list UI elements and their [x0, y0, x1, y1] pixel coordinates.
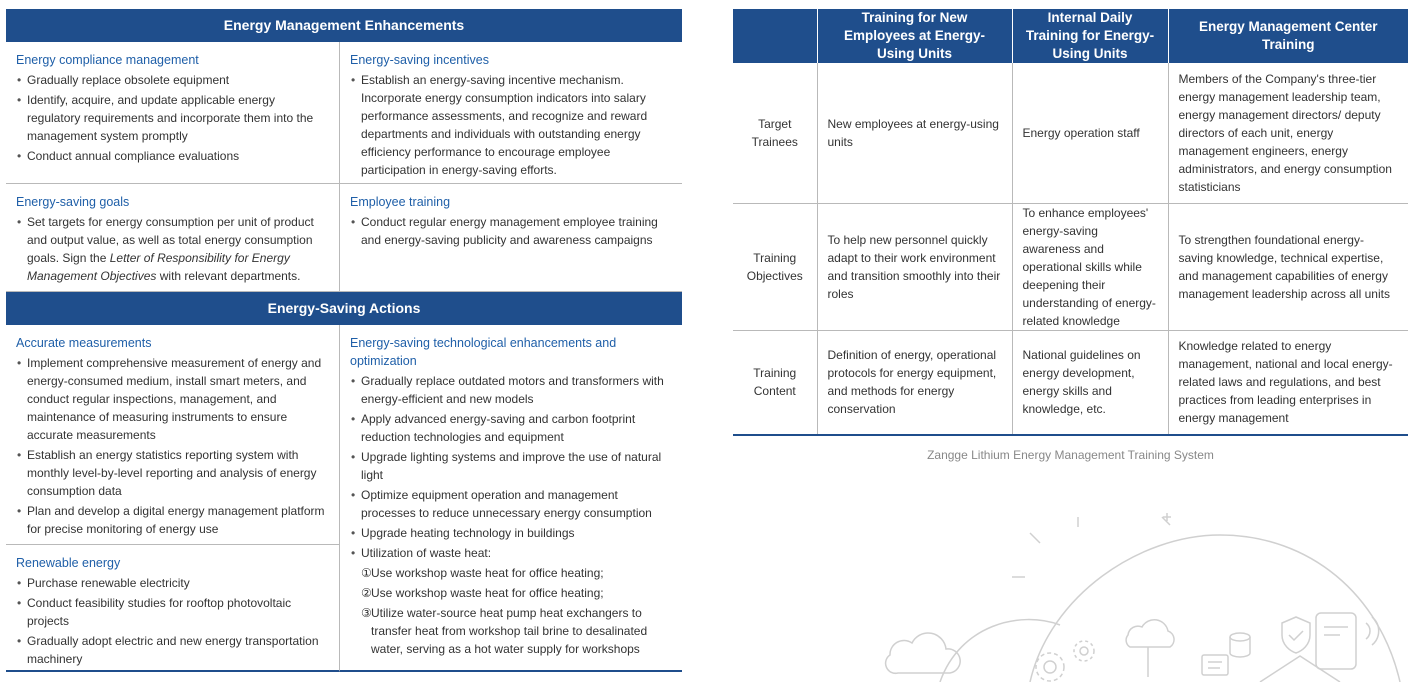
table-cell: Definition of energy, operational protocols for energy equipment, and methods for energy conservation: [817, 330, 1012, 435]
table-cell: National guidelines on energy development, energy skills and knowledge, etc.: [1012, 330, 1168, 435]
database-icon: [1230, 633, 1250, 641]
goals-text-before: Set targets for energy consumption per unit of product and output value, as well as total energy consumption goals. Sign the: [27, 215, 314, 265]
table-header-new-employees: Training for New Employees at Energy-Using Units: [817, 9, 1012, 63]
incentives-list: [350, 71, 672, 179]
measurements-cell: [6, 325, 339, 545]
sub-item-text: Use workshop waste heat for office heating;: [371, 586, 604, 600]
tablet-icon: [1316, 613, 1356, 669]
compliance-cell: [6, 42, 339, 184]
compliance-list: [16, 71, 329, 165]
table-header-center-training: Energy Management Center Training: [1168, 9, 1408, 63]
sub-item-number: ③: [361, 606, 372, 620]
list-item: • Optimize equipment operation and management processes to reduce unnecessary energy consumption: [350, 486, 672, 522]
compliance-heading: Energy compliance management: [16, 53, 199, 67]
training-list: [350, 213, 672, 249]
cloud-tree-icon: [1126, 620, 1174, 677]
list-item: • Upgrade lighting systems and improve the use of natural light: [350, 448, 672, 484]
list-item: • Gradually replace obsolete equipment: [16, 71, 329, 89]
goals-text-italic: Letter of Responsibility for Energy Management Objectives: [27, 251, 290, 283]
list-item: • Gradually adopt electric and new energy transportation machinery: [16, 632, 329, 668]
table-header-internal-daily: Internal Daily Training for Energy-Using Units: [1012, 9, 1168, 63]
table-header-empty: [733, 9, 817, 63]
actions-left-column: [6, 325, 339, 672]
renewable-heading: Renewable energy: [16, 556, 121, 570]
dome-shape: [1030, 535, 1400, 682]
goals-heading: Energy-saving goals: [16, 195, 130, 209]
small-dome-shape: [940, 620, 1060, 682]
table-cell: Members of the Company's three-tier energy management leadership team, energy management directors/ deputy directors of each unit, energy management engineers, energy administrators, and energy consumption statisticians: [1168, 63, 1408, 203]
renewable-list: [16, 574, 329, 668]
list-item: • Conduct regular energy management employee training and energy-saving publicity and awareness campaigns: [350, 213, 672, 249]
sub-item-text: Utilize water-source heat pump heat exchangers to transfer heat from workshop tail brine to desalinated water, serving as a hot water supply for workshops: [371, 606, 648, 656]
goals-text-after: with relevant departments.: [156, 269, 301, 283]
training-table: [733, 9, 1408, 436]
table-cell: To help new personnel quickly adapt to their work environment and transition smoothly into their roles: [817, 203, 1012, 330]
goals-cell: [6, 184, 339, 292]
sub-list-item: [350, 564, 672, 582]
training-cell: [339, 184, 682, 292]
sub-item-number: ①: [361, 566, 372, 580]
table-cell: New employees at energy-using units: [817, 63, 1012, 203]
list-item: • Plan and develop a digital energy management platform for precise monitoring of energy use: [16, 502, 329, 538]
gear-icon-inner: [1080, 647, 1088, 655]
table-cell: To enhance employees' energy-saving awareness and operational skills while deepening their understanding of energy-related knowledge: [1012, 203, 1168, 330]
list-item: • Conduct annual compliance evaluations: [16, 147, 329, 165]
list-item: • Upgrade heating technology in buildings: [350, 524, 672, 542]
tech-heading: Energy-saving technological enhancements and optimization: [350, 336, 617, 368]
signal-icon: [1366, 617, 1379, 645]
incentives-heading: Energy-saving incentives: [350, 53, 489, 67]
training-heading: Employee training: [350, 195, 451, 209]
table-cell: Energy operation staff: [1012, 63, 1168, 203]
incentives-cell: [339, 42, 682, 184]
sparkle-line: [1030, 533, 1040, 543]
table-cell: Knowledge related to energy management, national and local energy-related laws and regulations, and best practices from leading enterprises in energy management: [1168, 330, 1408, 435]
gear-icon: [1036, 653, 1064, 681]
row-label: Training Content: [733, 330, 817, 435]
measurements-heading: Accurate measurements: [16, 336, 152, 350]
list-item: • Identify, acquire, and update applicable energy regulatory requirements and incorporate them into the management system promptly: [16, 91, 329, 145]
cloud-icon: [886, 633, 961, 673]
sub-list-item: [350, 584, 672, 602]
list-item: • Utilization of waste heat:: [350, 544, 672, 562]
table-row: [733, 63, 1408, 203]
table-row: [733, 330, 1408, 435]
row-label: Target Trainees: [733, 63, 817, 203]
sub-item-number: ②: [361, 586, 372, 600]
table-cell: To strengthen foundational energy-saving knowledge, technical expertise, and management capabilities of energy management leadership across all units: [1168, 203, 1408, 330]
renewable-cell: [6, 545, 339, 672]
list-item: • Purchase renewable electricity: [16, 574, 329, 592]
document-icon: [1202, 655, 1228, 675]
left-panel: [6, 9, 682, 672]
sub-list-item: [350, 604, 672, 658]
actions-row: [6, 325, 682, 672]
row-label: Training Objectives: [733, 203, 817, 330]
measurements-list: [16, 354, 329, 538]
list-item: [16, 213, 329, 285]
enhancements-row-1: [6, 42, 682, 184]
sub-item-text: Use workshop waste heat for office heating;: [371, 566, 604, 580]
enhancements-header: Energy Management Enhancements: [6, 9, 682, 42]
list-item: • Conduct feasibility studies for rooftop photovoltaic projects: [16, 594, 329, 630]
shield-check-icon: [1282, 617, 1310, 653]
enhancements-row-2: [6, 184, 682, 292]
actions-header: Energy-Saving Actions: [6, 292, 682, 325]
tech-list: [350, 372, 672, 658]
energy-illustration: [880, 505, 1414, 682]
gear-icon: [1074, 641, 1094, 661]
table-header-row: [733, 9, 1408, 63]
table-row: [733, 203, 1408, 330]
list-item: • Establish an energy-saving incentive mechanism. Incorporate energy consumption indicators into salary performance assessments, and recognize and reward departments and individuals with outstanding energy efficiency performance to encourage employee participation in energy-saving efforts.: [350, 71, 672, 179]
goals-list: [16, 213, 329, 285]
list-item: • Establish an energy statistics reporting system with monthly level-by-level reporting and analysis of energy consumption data: [16, 446, 329, 500]
list-item: • Gradually replace outdated motors and transformers with energy-efficient and new models: [350, 372, 672, 408]
tech-cell: [339, 325, 682, 672]
gear-icon-inner: [1044, 661, 1056, 673]
list-item: • Implement comprehensive measurement of energy and energy-consumed medium, install smart meters, and conduct regular inspections, management, and maintenance of measuring instruments to ensure accurate measurements: [16, 354, 329, 444]
training-table-panel: [733, 9, 1408, 462]
sparkle-line: [1162, 517, 1170, 525]
list-item: • Apply advanced energy-saving and carbon footprint reduction technologies and equipment: [350, 410, 672, 446]
table-caption: Zangge Lithium Energy Management Training System: [927, 448, 1214, 462]
